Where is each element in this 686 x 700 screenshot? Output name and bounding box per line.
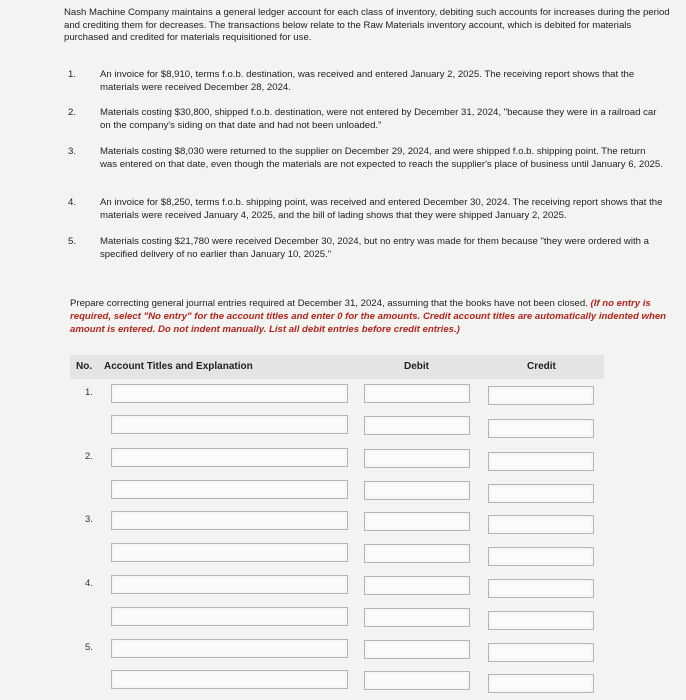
credit-input[interactable]	[488, 611, 594, 630]
credit-input[interactable]	[488, 386, 594, 405]
debit-input[interactable]	[364, 481, 470, 500]
instructions-note: (If no entry is required, select "No entry" for the account titles and enter 0 for the amounts. Credit account titles are automatically indented when amount is entered. Do not indent manually. List all debit entries before credit entries.)	[70, 298, 667, 335]
account-title-input[interactable]	[111, 543, 348, 562]
debit-input[interactable]	[364, 576, 470, 595]
entry-number: 2.	[85, 451, 93, 462]
credit-input[interactable]	[488, 547, 594, 566]
entry-number: 5.	[85, 642, 93, 653]
transaction-text: An invoice for $8,910, terms f.o.b. destination, was received and entered January 2, 2025. The receiving report shows that the materials were received December 28, 2024.	[100, 69, 635, 93]
instructions-text: Prepare correcting general journal entries required at December 31, 2024, assuming that the books have not been closed.	[70, 298, 588, 309]
account-title-input[interactable]	[111, 384, 348, 403]
credit-input[interactable]	[488, 419, 594, 438]
intro-paragraph: Nash Machine Company maintains a general ledger account for each class of inventory, debiting such accounts for increases during the period and crediting them for decreases. The transactions below relate to the Raw Materials inventory account, which is debited for materials purchased and credited for materials requisitioned for use.	[64, 7, 670, 43]
header-account: Account Titles and Explanation	[104, 361, 253, 372]
credit-input[interactable]	[488, 643, 594, 662]
debit-input[interactable]	[364, 512, 470, 531]
account-title-input[interactable]	[111, 607, 348, 626]
debit-input[interactable]	[364, 384, 470, 403]
account-title-input[interactable]	[111, 575, 348, 594]
transaction-number: 5.	[68, 236, 77, 247]
account-title-input[interactable]	[111, 480, 348, 499]
entry-number: 4.	[85, 578, 93, 589]
debit-input[interactable]	[364, 416, 470, 435]
debit-input[interactable]	[364, 608, 470, 627]
header-debit: Debit	[404, 361, 429, 372]
entry-number: 3.	[85, 514, 93, 525]
debit-input[interactable]	[364, 544, 470, 563]
journal-table-header	[70, 355, 604, 379]
account-title-input[interactable]	[111, 448, 348, 467]
account-title-input[interactable]	[111, 415, 348, 434]
credit-input[interactable]	[488, 579, 594, 598]
account-title-input[interactable]	[111, 511, 348, 530]
transaction-text: Materials costing $30,800, shipped f.o.b. destination, were not entered by December 31, 2024, "because they were in a railroad car on the company's siding on that date and had not been unloaded."	[100, 107, 657, 131]
account-title-input[interactable]	[111, 670, 348, 689]
header-no: No.	[76, 361, 93, 372]
credit-input[interactable]	[488, 674, 594, 693]
transaction-number: 1.	[68, 69, 77, 80]
credit-input[interactable]	[488, 452, 594, 471]
debit-input[interactable]	[364, 449, 470, 468]
transaction-text: Materials costing $8,030 were returned to the supplier on December 29, 2024, and were shipped f.o.b. shipping point. The return was entered on that date, even though the materials are not expected to reach the supplier's place of business until January 6, 2025.	[100, 146, 663, 170]
transaction-number: 4.	[68, 197, 77, 208]
entry-number: 1.	[85, 387, 93, 398]
debit-input[interactable]	[364, 671, 470, 690]
credit-input[interactable]	[488, 515, 594, 534]
transaction-number: 2.	[68, 107, 77, 118]
header-credit: Credit	[527, 361, 556, 372]
debit-input[interactable]	[364, 640, 470, 659]
transaction-text: An invoice for $8,250, terms f.o.b. shipping point, was received and entered December 30, 2024. The receiving report shows that the materials were received January 4, 2025, and the bill of lading shows that they were shipped January 2, 2025.	[100, 197, 663, 221]
transaction-text: Materials costing $21,780 were received December 30, 2024, but no entry was made for them because "they were ordered with a specified delivery of no earlier than January 10, 2025."	[100, 236, 649, 260]
transaction-number: 3.	[68, 146, 77, 157]
instructions	[70, 298, 678, 336]
account-title-input[interactable]	[111, 639, 348, 658]
credit-input[interactable]	[488, 484, 594, 503]
